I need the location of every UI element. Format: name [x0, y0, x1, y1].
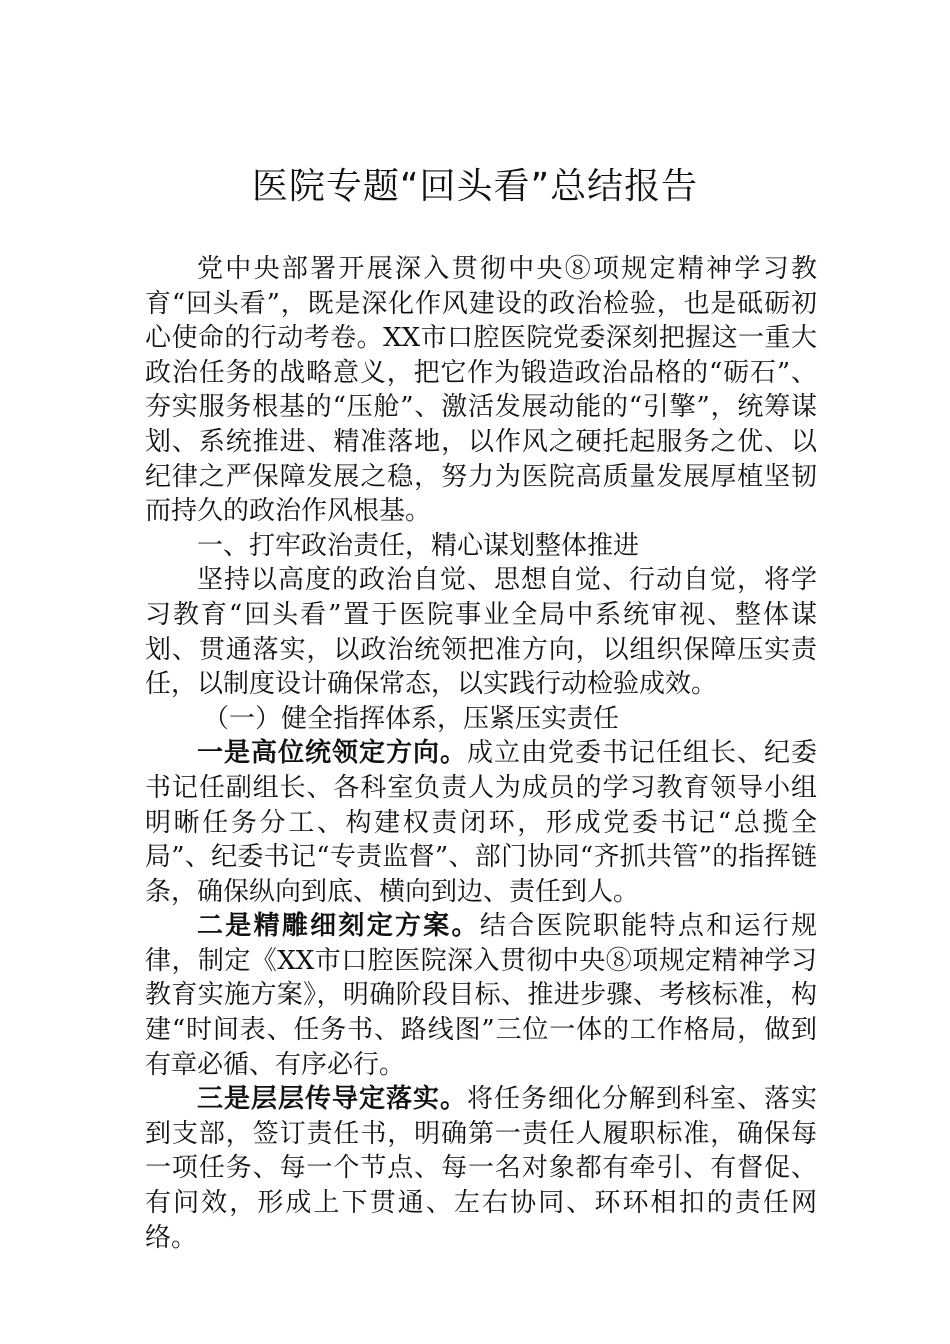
section-paragraph: 坚持以高度的政治自觉、思想自觉、行动自觉，将学习教育“回头看”置于医院事业全局中系统审视、整体谋划、贯通落实，以政治统领把准方向，以组织保障压实责任，以制度设计确保常态，以实践行动检验成效。 [145, 565, 817, 700]
item-lead-1: 一是高位统领定方向。 [197, 738, 467, 769]
document-body [145, 252, 817, 1255]
intro-paragraph: 党中央部署开展深入贯彻中央⑧项规定精神学习教育“回头看”，既是深化作风建设的政治检验，也是砥砺初心使命的行动考卷。XX市口腔医院党委深刻把握这一重大政治任务的战略意义，把它作为锻造政治品格的“砺石”、夯实服务根基的“压舱”、激活发展动能的“引擎”，统筹谋划、系统推进、精准落地，以作风之硬托起服务之优、以纪律之严保障发展之稳，努力为医院高质量发展厚植坚韧而持久的政治作风根基。 [145, 254, 817, 527]
item-paragraph-1 [145, 736, 817, 909]
section-heading: 一、打牢政治责任，精心谋划整体推进 [197, 530, 640, 561]
item-text-3: 将任务细化分解到科室、落实到支部，签订责任书，明确第一责任人履职标准，确保每一项任务、每一个节点、每一名对象都有牵引、有督促、有问效，形成上下贯通、左右协同、环环相扣的责任网络。 [145, 1084, 817, 1253]
item-lead-3: 三是层层传导定落实。 [197, 1084, 467, 1115]
item-text-2: 结合医院职能特点和运行规律，制定《XX市口腔医院深入贯彻中央⑧项规定精神学习教育实施方案》，明确阶段目标、推进步骤、考核标准，构建“时间表、任务书、路线图”三位一体的工作格局，做到有章必循、有序必行。 [145, 911, 817, 1080]
item-lead-2: 二是精雕细刻定方案。 [197, 911, 480, 942]
item-text-1: 成立由党委书记任组长、纪委书记任副组长、各科室负责人为成员的学习教育领导小组明晰任务分工、构建权责闭环，形成党委书记“总揽全局”、纪委书记“专责监督”、部门协同“齐抓共管”的指挥链条，确保纵向到底、横向到边、责任到人。 [145, 738, 817, 907]
subsection-heading: （一）健全指挥体系，压紧压实责任 [203, 703, 620, 734]
item-paragraph-3 [145, 1082, 817, 1255]
document-title: 医院专题“回头看”总结报告 [251, 166, 699, 207]
item-paragraph-2 [145, 909, 817, 1082]
